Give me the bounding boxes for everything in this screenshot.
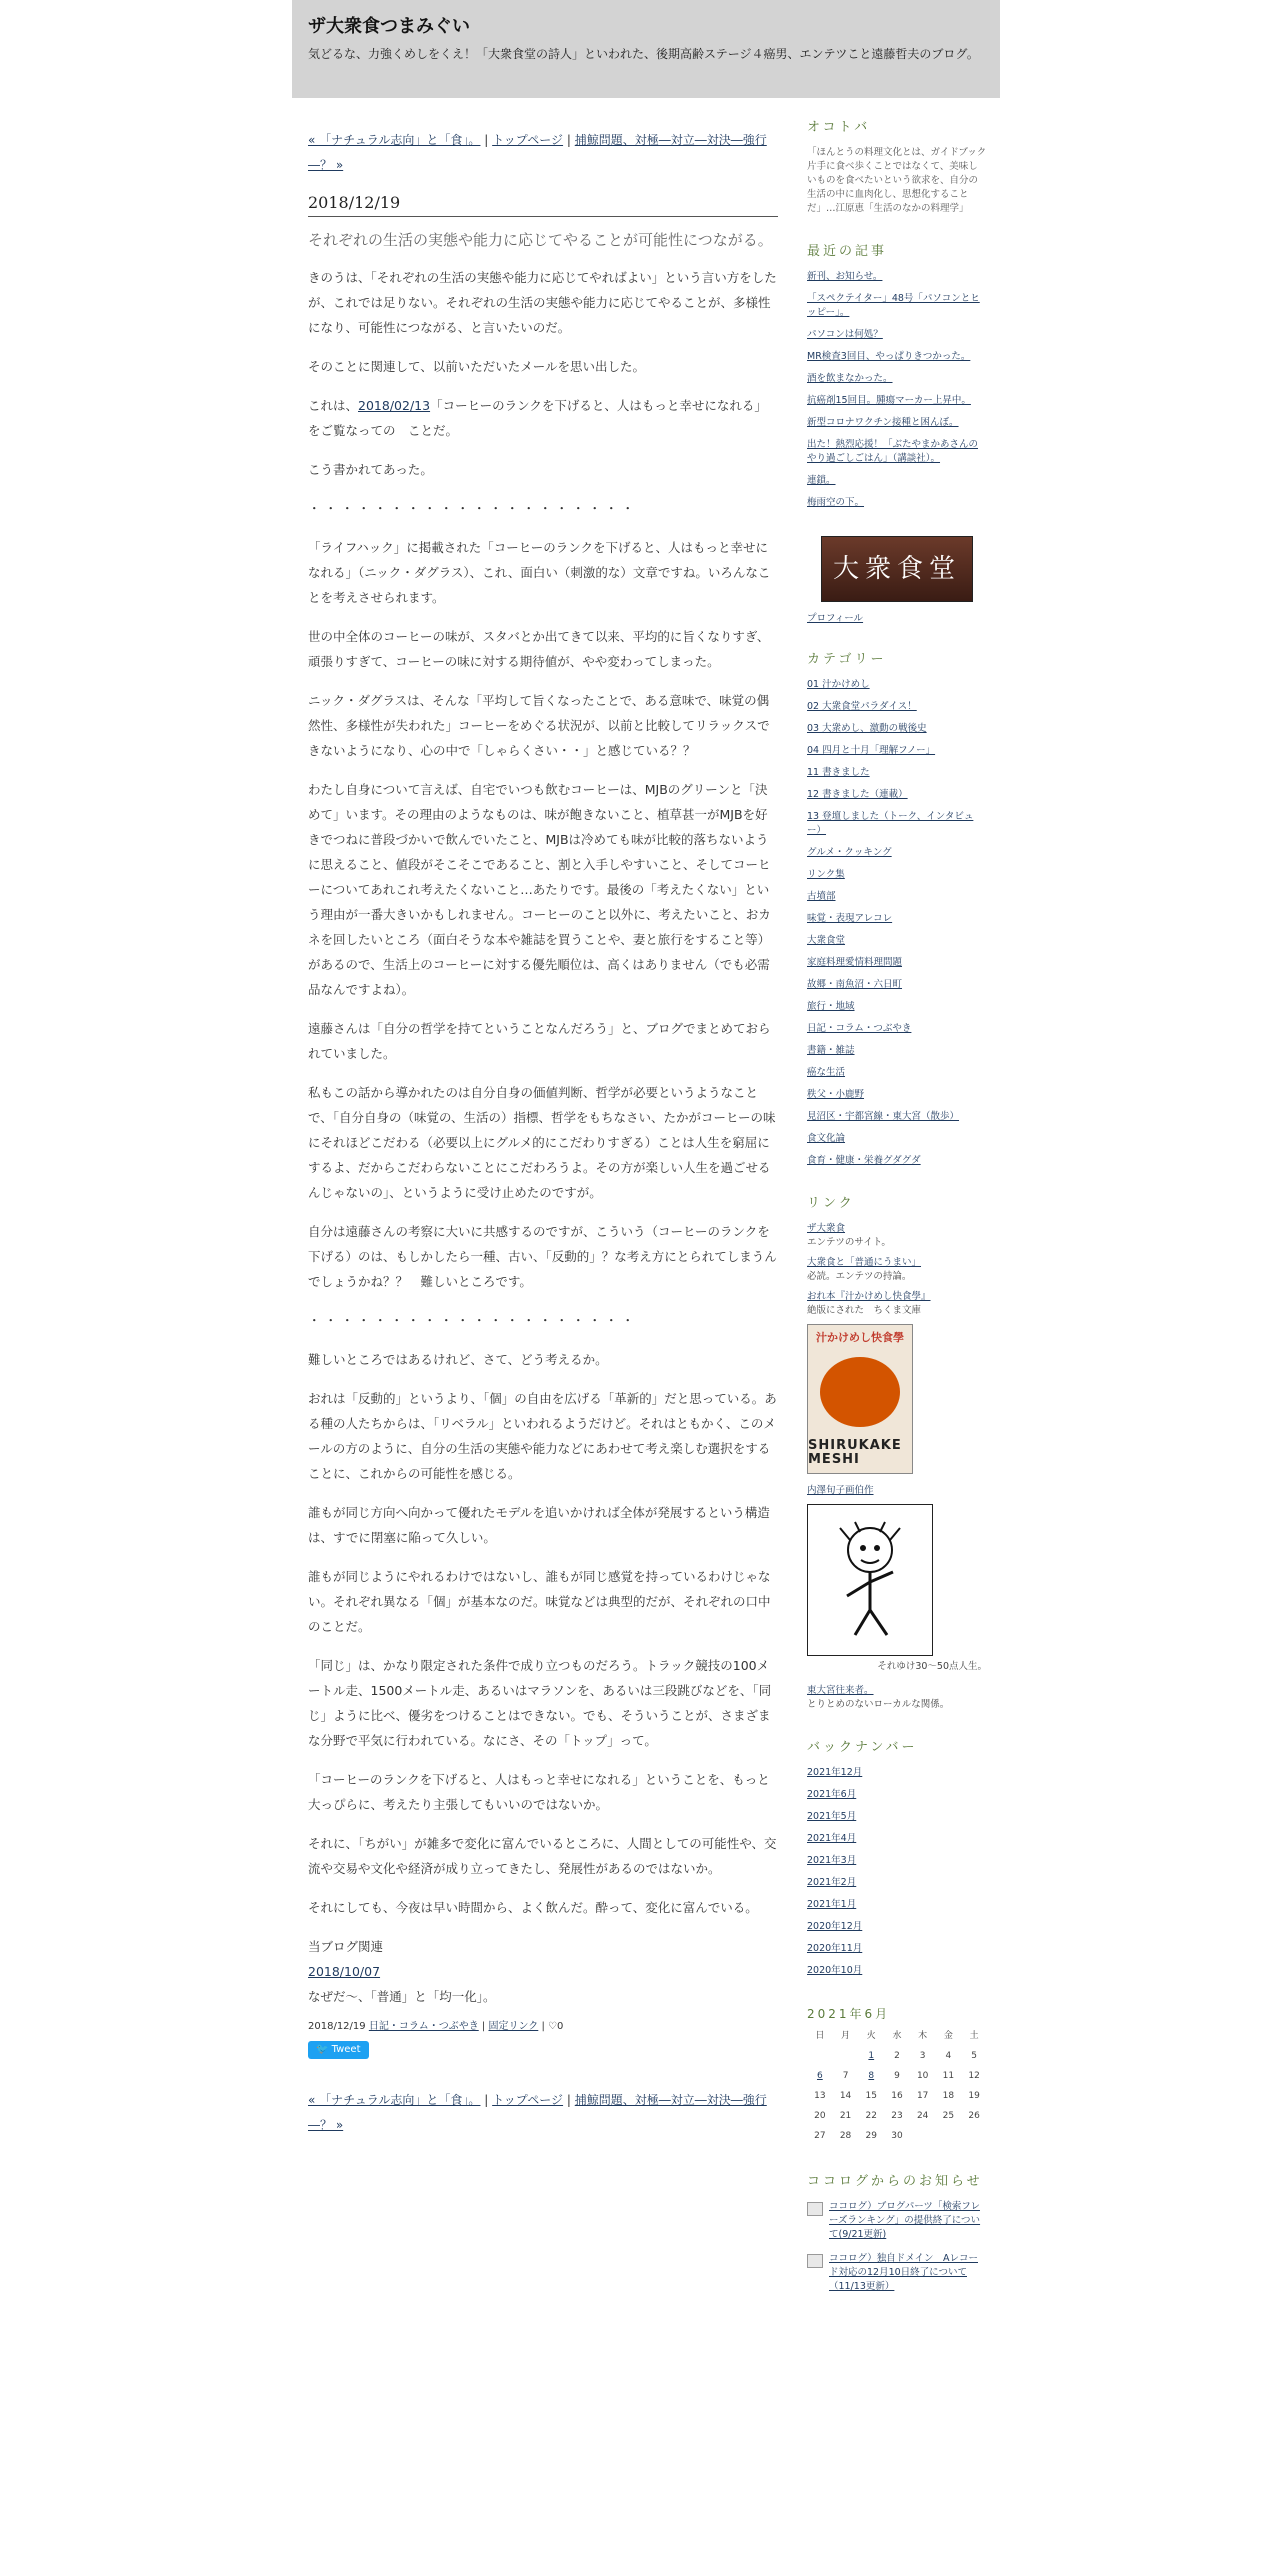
calendar-day-link[interactable]: 8 xyxy=(868,2071,875,2081)
category-item xyxy=(807,868,987,882)
recent-post-link[interactable]: MR検査3回目、やっぱりきつかった。 xyxy=(807,351,971,362)
category-link[interactable]: 食文化論 xyxy=(807,1133,846,1144)
calendar-day: 11 xyxy=(942,2071,955,2081)
calendar-day: 7 xyxy=(842,2071,849,2081)
backnumber-link[interactable]: 2021年2月 xyxy=(807,1877,857,1888)
category-link[interactable]: 味覚・表現アレコレ xyxy=(807,913,893,924)
links-heading: リンク xyxy=(807,1196,855,1211)
calendar-weekday: 水 xyxy=(892,2031,902,2041)
link-entry xyxy=(807,1222,987,1250)
calendar-weekday: 土 xyxy=(969,2031,979,2041)
link-description: 絶版にされた ちくま文庫 xyxy=(807,1305,922,1316)
calendar-day: 5 xyxy=(971,2051,977,2061)
backnumber-item xyxy=(807,1788,987,1802)
entry-paragraph: それにしても、今夜は早い時間から、よく飲んだ。酔って、変化に富んでいる。 xyxy=(308,1900,758,1915)
calendar-day: 26 xyxy=(968,2111,980,2121)
category-link[interactable]: 11 書きました xyxy=(807,767,870,778)
recent-post-link[interactable]: パソコンは何処？ xyxy=(807,329,883,340)
category-link[interactable]: 01 汁かけめし xyxy=(807,679,870,690)
twitter-bird-icon: 🐦 xyxy=(316,2044,332,2055)
category-link[interactable]: 秩父・小鹿野 xyxy=(807,1089,865,1100)
calendar-day xyxy=(910,2126,936,2146)
related-section xyxy=(308,1934,778,2009)
calendar-weekday: 金 xyxy=(943,2031,953,2041)
backnumber-item xyxy=(807,1832,987,1846)
categories-list xyxy=(807,678,987,1168)
top-page-link[interactable]: トップページ xyxy=(492,133,564,147)
entry-paragraph: そのことに関連して、以前いただいたメールを思い出した。 xyxy=(308,359,646,374)
calendar-day: 9 xyxy=(894,2071,900,2081)
backnumber-link[interactable]: 2020年10月 xyxy=(807,1965,863,1976)
main-column xyxy=(308,128,778,2138)
calendar-day: 20 xyxy=(814,2111,826,2121)
notice-item xyxy=(807,2252,987,2294)
quote-heading: オコトバ xyxy=(807,120,871,135)
categories-block xyxy=(807,650,987,1168)
category-item xyxy=(807,846,987,860)
calendar-day: 28 xyxy=(839,2131,852,2141)
recent-post-item xyxy=(807,328,987,342)
calendar-day[interactable] xyxy=(807,2066,833,2086)
calendar-day xyxy=(807,2046,833,2066)
calendar-day: 10 xyxy=(916,2071,929,2081)
link-description: 必読。エンテツの持論。 xyxy=(807,1271,912,1282)
category-link[interactable]: 日記・コラム・つぶやき xyxy=(807,1023,912,1034)
entry-paragraph: 誰もが同じ方向へ向かって優れたモデルを追いかければ全体が発展するという構造は、すでに閉塞に陥って久しい。 xyxy=(308,1505,770,1545)
entry-body xyxy=(308,265,778,1920)
entry-date-header: 2018/12/19 xyxy=(308,192,778,217)
backnumber-link[interactable]: 2021年12月 xyxy=(807,1767,863,1778)
calendar-day: 18 xyxy=(942,2091,955,2101)
calendar-day xyxy=(833,2046,859,2066)
notices-block xyxy=(807,2172,987,2294)
category-link[interactable]: 13 登壇しました（トーク、インタビュー） xyxy=(807,811,974,836)
entry-title: それぞれの生活の実態や能力に応じてやることが可能性につながる。 xyxy=(308,231,773,249)
like-count: 0 xyxy=(557,2021,564,2032)
links-list xyxy=(807,1222,987,1318)
entry-meta xyxy=(308,2019,778,2035)
calendar-day-link[interactable]: 6 xyxy=(816,2071,823,2081)
entry-paragraph: 自分は遠藤さんの考察に大いに共感するのですが、こういう（コーヒーのランクを下げる）のは、もしかしたら一種、古い、「反動的」？な考え方にとられてしまうんでしょうかね？？ 難しいところです。 xyxy=(308,1224,777,1289)
category-link[interactable]: 日記・コラム・つぶやき xyxy=(368,2021,479,2032)
calendar-day[interactable] xyxy=(858,2046,884,2066)
calendar-day: 25 xyxy=(942,2111,955,2121)
entry-nav-top: « 「ナチュラル志向」と「食」。 | トップページ | 捕鯨問題、対極―対立―対決―強行―？ » xyxy=(308,133,767,172)
category-item xyxy=(807,1110,987,1124)
calendar-block xyxy=(807,2004,987,2146)
calendar-day: 24 xyxy=(916,2111,929,2121)
prev-entry-link[interactable]: « 「ナチュラル志向」と「食」。 xyxy=(308,133,481,147)
recent-post-item xyxy=(807,394,987,408)
notices-list xyxy=(807,2200,987,2294)
profile-link[interactable]: プロフィール xyxy=(807,613,864,624)
calendar-day: 2 xyxy=(894,2051,900,2061)
meta-date: 2018/12/19 xyxy=(308,2021,366,2032)
recent-post-item xyxy=(807,270,987,284)
category-item xyxy=(807,744,987,758)
category-item xyxy=(807,766,987,780)
category-item xyxy=(807,978,987,992)
recent-post-link[interactable]: 連鎖。 xyxy=(807,475,836,486)
category-link[interactable]: グルメ・クッキング xyxy=(807,847,892,858)
prev-entry-link[interactable]: « 「ナチュラル志向」と「食」。 xyxy=(308,2093,481,2107)
category-link[interactable]: 旅行・地域 xyxy=(807,1001,855,1012)
calendar-day: 13 xyxy=(814,2091,826,2101)
caricature-image xyxy=(807,1504,933,1656)
permalink-link[interactable]: 固定リンク xyxy=(488,2021,539,2032)
backnumber-item xyxy=(807,1964,987,1978)
backnumber-link[interactable]: 2021年3月 xyxy=(807,1855,857,1866)
recent-post-item xyxy=(807,496,987,510)
category-item xyxy=(807,1066,987,1080)
backnumber-item xyxy=(807,1876,987,1890)
bowl-illustration xyxy=(820,1357,900,1427)
text-span: 「コーヒーのランクを下げると、人はもっと幸せになれる」をご覧なっての ことだ。 xyxy=(308,398,767,438)
external-link[interactable]: ザ大衆食 xyxy=(807,1223,846,1234)
category-link[interactable]: 12 書きました（連載） xyxy=(807,789,908,800)
link-entry xyxy=(807,1290,987,1318)
category-link[interactable]: 食育・健康・栄養グダグダ xyxy=(807,1155,921,1166)
dot-divider: ・・・・・・・・・・・・・・・・・・・・ xyxy=(308,1313,639,1328)
category-item xyxy=(807,810,987,838)
quote-text: 「ほんとうの料理文化とは、ガイドブック片手に食べ歩くことではなくて、美味しいものを食べたいという欲求を、自分の生活の中に血肉化し、思想化することだ」…江原恵「生活のなかの料理学」 xyxy=(807,147,987,214)
top-page-link[interactable]: トップページ xyxy=(492,2093,564,2107)
backnumber-item xyxy=(807,1898,987,1912)
backnumber-item xyxy=(807,1942,987,1956)
banner-lettering: 大衆食堂 xyxy=(832,554,961,584)
recent-post-item xyxy=(807,350,987,364)
text-span: これは、 xyxy=(308,398,359,413)
calendar-day[interactable] xyxy=(858,2066,884,2086)
calendar-day: 27 xyxy=(814,2131,826,2141)
category-item xyxy=(807,678,987,692)
recent-posts-block xyxy=(807,242,987,510)
backnumber-item xyxy=(807,1766,987,1780)
recent-post-link[interactable]: 梅雨空の下。 xyxy=(807,497,865,508)
recent-post-link[interactable]: 新型コロナワクチン接種と困んぼ。 xyxy=(807,417,959,428)
caricature-drawing xyxy=(825,1520,915,1640)
entry-paragraph: 「同じ」は、かなり限定された条件で成り立つものだろう。トラック競技の100メートル走、1500メートル走、あるいはマラソンを、あるいは三段跳びなどを、「同じ」ように比べ、優劣をつけることはできない。でも、そういうことが、さまざまな分野で平気に行われている。なにさ、その「トップ」って。 xyxy=(308,1658,772,1748)
cartoon-caption: それゆけ30～50点人生。 xyxy=(877,1661,987,1672)
entry-paragraph: きのうは、「それぞれの生活の実態や能力に応じてやればよい」という言い方をしたが、これでは足りない。それぞれの生活の実態や能力に応じてやることが、多様性になり、可能性につながる、と言いたいのだ。 xyxy=(308,270,777,335)
dot-divider: ・・・・・・・・・・・・・・・・・・・・ xyxy=(308,501,639,516)
entry-paragraph: 難しいところではあるけれど、さて、どう考えるか。 xyxy=(308,1352,608,1367)
category-item xyxy=(807,956,987,970)
document-icon xyxy=(807,2254,823,2268)
book-cover-image[interactable] xyxy=(807,1324,913,1474)
meta-separator: | xyxy=(541,2021,545,2032)
calendar-weekday: 木 xyxy=(918,2031,928,2041)
calendar-title: 2021年6月 xyxy=(807,2007,891,2021)
entry-paragraph: 世の中全体のコーヒーの味が、スタバとか出てきて以来、平均的に旨くなりすぎ、頑張りすぎて、コーヒーの味に対する期待値が、やや変わってしまった。 xyxy=(308,629,770,669)
calendar-day xyxy=(961,2126,987,2146)
category-item xyxy=(807,1022,987,1036)
recent-post-item xyxy=(807,474,987,488)
notice-link[interactable]: ココログ）独自ドメイン Aレコード対応の12月10日終了について（11/13更新） xyxy=(829,2253,978,2292)
document-icon xyxy=(807,2202,823,2216)
calendar-day: 4 xyxy=(945,2051,952,2061)
category-item xyxy=(807,912,987,926)
calendar-day: 15 xyxy=(865,2091,877,2101)
calendar-day: 29 xyxy=(865,2131,877,2141)
backnumber-link[interactable]: 2021年6月 xyxy=(807,1789,857,1800)
east-omiya-link[interactable]: 東大宮往来者。 xyxy=(807,1685,874,1696)
blog-title[interactable]: ザ大衆食つまみぐい xyxy=(308,16,470,37)
categories-heading: カテゴリー xyxy=(807,652,887,667)
category-link[interactable]: 04 四月と十月「理解フノー」 xyxy=(807,745,936,756)
heart-icon: ♡ xyxy=(548,2021,558,2032)
entry-paragraph: こう書かれてあった。 xyxy=(308,462,433,477)
links-block xyxy=(807,1194,987,1712)
recent-post-item xyxy=(807,292,987,320)
entry-paragraph: 「ライフハック」に掲載された「コーヒーのランクを下げると、人はもっと幸せになれる」（ニック・ダグラス）、これ、面白い（刺激的な）文章ですね。いろんなことを考えさせられます。 xyxy=(308,540,771,605)
recent-post-link[interactable]: 出た！熱烈応援！「ぶたやまかあさんのやり過ごしごはん」（講談社）。 xyxy=(807,439,979,464)
recent-post-item xyxy=(807,416,987,430)
calendar-day: 22 xyxy=(865,2111,877,2121)
calendar-weekday: 月 xyxy=(841,2031,851,2041)
recent-post-link[interactable]: 新刊、お知らせ。 xyxy=(807,271,883,282)
category-link[interactable]: 見沼区・宇都宮線・東大宮（散歩） xyxy=(807,1111,960,1122)
taishu-shokudo-banner-image[interactable] xyxy=(821,536,973,602)
category-item xyxy=(807,1132,987,1146)
backnumber-item xyxy=(807,1920,987,1934)
related-date-link[interactable]: 2018/10/07 xyxy=(308,1964,381,1979)
category-item xyxy=(807,1154,987,1168)
category-link[interactable]: 癌な生活 xyxy=(807,1067,846,1078)
category-item xyxy=(807,1088,987,1102)
entry-paragraph: それに、「ちがい」が雑多で変化に富んでいるところに、人間としての可能性や、交流や交易や文化や経済が成り立ってきたし、発展性があるのではないか。 xyxy=(308,1836,777,1876)
page xyxy=(292,0,1000,2292)
archive-date-link[interactable]: 2018/02/13 xyxy=(358,398,431,413)
category-link[interactable]: 家庭料理愛情料理問題 xyxy=(807,957,903,968)
calendar-day xyxy=(936,2126,962,2146)
calendar-day: 14 xyxy=(839,2091,852,2101)
sidebar xyxy=(807,118,987,2320)
calendar-day: 16 xyxy=(891,2091,903,2101)
meta-separator: | xyxy=(481,2021,486,2032)
calendar-day: 3 xyxy=(919,2051,926,2061)
category-link[interactable]: 大衆食堂 xyxy=(807,935,846,946)
category-item xyxy=(807,1000,987,1014)
external-link[interactable]: おれ本『汁かけめし快食學』 xyxy=(807,1291,931,1302)
category-item xyxy=(807,700,987,714)
backnumber-link[interactable]: 2020年12月 xyxy=(807,1921,863,1932)
calendar-table xyxy=(807,2026,987,2146)
next-entry-link[interactable]: 捕鯨問題、対極―対立―対決―強行―？ » xyxy=(308,2093,767,2132)
backnumber-item xyxy=(807,1854,987,1868)
entry-paragraph: 誰もが同じようにやれるわけではないし、誰もが同じ感覚を持っているわけじゃない。それぞれ異なる「個」が基本なのだ。味覚などは典型的だが、それぞれの口中のことだ。 xyxy=(308,1569,771,1634)
backnumber-link[interactable]: 2021年1月 xyxy=(807,1899,857,1910)
recent-post-item xyxy=(807,372,987,386)
recent-post-link[interactable]: 「スペクテイター」48号「パソコンとヒッピー」。 xyxy=(807,293,980,318)
notice-link[interactable]: ココログ）ブログパーツ「検索フレーズランキング」の提供終了について(9/21更新) xyxy=(829,2201,981,2240)
recent-post-item xyxy=(807,438,987,466)
calendar-day: 30 xyxy=(891,2131,903,2141)
backnumber-link[interactable]: 2020年11月 xyxy=(807,1943,863,1954)
external-link[interactable]: 大衆食と「普通にうまい」 xyxy=(807,1257,922,1268)
entry-paragraph: 私もこの話から導かれたのは自分自身の価値判断、哲学が必要というようなことで、「自分自身の（味覚の、生活の）指標、哲学をもちなさい、たかがコーヒーの味にそれほどこだわる（必要以上にグルメ的にこだわりすぎる）ことは人生を窮屈にするよ、だからこだわらないことにこだわろうよ。その方が楽しい人生を過ごせるんじゃないの」、というように受け止めたのですが。 xyxy=(308,1085,776,1200)
calendar-day-link[interactable]: 1 xyxy=(868,2051,875,2061)
category-link[interactable]: 03 大衆めし、激動の戦後史 xyxy=(807,723,927,734)
category-item xyxy=(807,890,987,904)
notices-heading: ココログからのお知らせ xyxy=(807,2174,983,2189)
book-title: 汁かけめし快食學 xyxy=(816,1331,904,1344)
backnumber-link[interactable]: 2021年5月 xyxy=(807,1811,857,1822)
category-item xyxy=(807,934,987,948)
category-item xyxy=(807,722,987,736)
entry-nav-bottom: « 「ナチュラル志向」と「食」。 | トップページ | 捕鯨問題、対極―対立―対決―強行―？ » xyxy=(308,2093,767,2132)
recent-post-link[interactable]: 酒を飲まなかった。 xyxy=(807,373,893,384)
category-link[interactable]: リンク集 xyxy=(807,869,845,880)
entry-paragraph: わたし自身について言えば、自宅でいつも飲むコーヒーは、MJBのグリーンと「決めて」います。その理由のようなものは、味が飽きないこと、植草甚一がMJBを好きでつねに普段づかいで飲んでいたこと、MJBは冷めても味が比較的落ちないように思えること、値段がそこそこであること、割と入手しやすいこと、そしてコーヒーについてあれこれ考えたくないこと…あたりです。最後の「考えたくない」という理由が一番大きいかもしれません。コーヒーのこと以外に、考えたいこと、おカネを回したいところ（面白そうな本や雑誌を買うことや、妻と旅行をすること等）があるので、生活上のコーヒーに対する優先順位は、高くはありません（でも必需品なんですよね）。 xyxy=(308,782,771,997)
recent-post-link[interactable]: 抗癌剤15回目。腫瘍マーカー上昇中。 xyxy=(807,395,971,406)
entry-paragraph: おれは「反動的」というより、「個」の自由を広げる「革新的」だと思っている。ある種の人たちからは、「リベラル」といわれるようだけど。それはともかく、このメールの方のように、自分の生活の実態や能力などにあわせて考え楽しむ選択をすることに、これからの可能性を感じる。 xyxy=(308,1391,777,1481)
category-item xyxy=(807,788,987,802)
book-subtitle: SHIRUKAKE MESHI xyxy=(808,1438,902,1467)
related-text: なぜだ～、「普通」と「均一化」。 xyxy=(308,1989,496,2004)
backnumber-item xyxy=(807,1810,987,1824)
category-link[interactable]: 古墳部 xyxy=(807,891,836,902)
like-button[interactable] xyxy=(548,2021,563,2032)
backnumber-heading: バックナンバー xyxy=(807,1740,918,1755)
calendar-day: 17 xyxy=(916,2091,929,2101)
calendar-day: 12 xyxy=(968,2071,980,2081)
category-link[interactable]: 故郷・南魚沼・六日町 xyxy=(807,979,903,990)
calendar-day: 21 xyxy=(839,2111,852,2121)
entry-paragraph: 遠藤さんは「自分の哲学を持てということなんだろう」と、ブログでまとめておられていました。 xyxy=(308,1021,771,1061)
related-label: 当ブログ関連 xyxy=(308,1939,384,1954)
east-omiya-sub: とりとめのないローカルな関係。 xyxy=(807,1699,950,1710)
tweet-button[interactable] xyxy=(308,2041,369,2059)
notice-item xyxy=(807,2200,987,2242)
entry-paragraph: ニック・ダグラスは、そんな「平均して旨くなったことで、ある意味で、味覚の偶然性、多様性が失われた」コーヒーをめぐる状況が、以前と比較してリラックスできないようになり、心の中で「しゃらくさい・・」と感じている？？ xyxy=(308,693,770,758)
category-link[interactable]: 書籍・雑誌 xyxy=(807,1045,855,1056)
blog-description: 気どるな、力強くめしをくえ！「大衆食堂の詩人」といわれた、後期高齢ステージ４癌男、エンテツこと遠藤哲夫のブログ。 xyxy=(308,47,979,61)
blog-header xyxy=(292,0,1000,98)
backnumber-link[interactable]: 2021年4月 xyxy=(807,1833,857,1844)
backnumber-block xyxy=(807,1738,987,1978)
category-link[interactable]: 02 大衆食堂パラダイス！ xyxy=(807,701,917,712)
entry-paragraph: 「コーヒーのランクを下げると、人はもっと幸せになれる」ということを、もっと大っぴらに、考えたり主張してもいいのではないか。 xyxy=(308,1772,770,1812)
calendar-weekday: 日 xyxy=(815,2031,825,2041)
next-entry-link[interactable]: 捕鯨問題、対極―対立―対決―強行―？ » xyxy=(308,133,767,172)
entry-paragraph xyxy=(308,393,778,443)
calendar-day: 19 xyxy=(968,2091,980,2101)
link-description: エンテツのサイト。 xyxy=(807,1237,891,1248)
calendar-weekday: 火 xyxy=(866,2031,876,2041)
tweet-label: Tweet xyxy=(331,2044,361,2055)
backnumber-list xyxy=(807,1766,987,1978)
recent-posts-heading: 最近の記事 xyxy=(807,244,888,259)
cartoon-link[interactable]: 内澤旬子画伯作 xyxy=(807,1485,874,1496)
recent-posts-list xyxy=(807,270,987,510)
category-item xyxy=(807,1044,987,1058)
quote-block xyxy=(807,118,987,216)
calendar-day: 23 xyxy=(891,2111,903,2121)
link-entry xyxy=(807,1256,987,1284)
